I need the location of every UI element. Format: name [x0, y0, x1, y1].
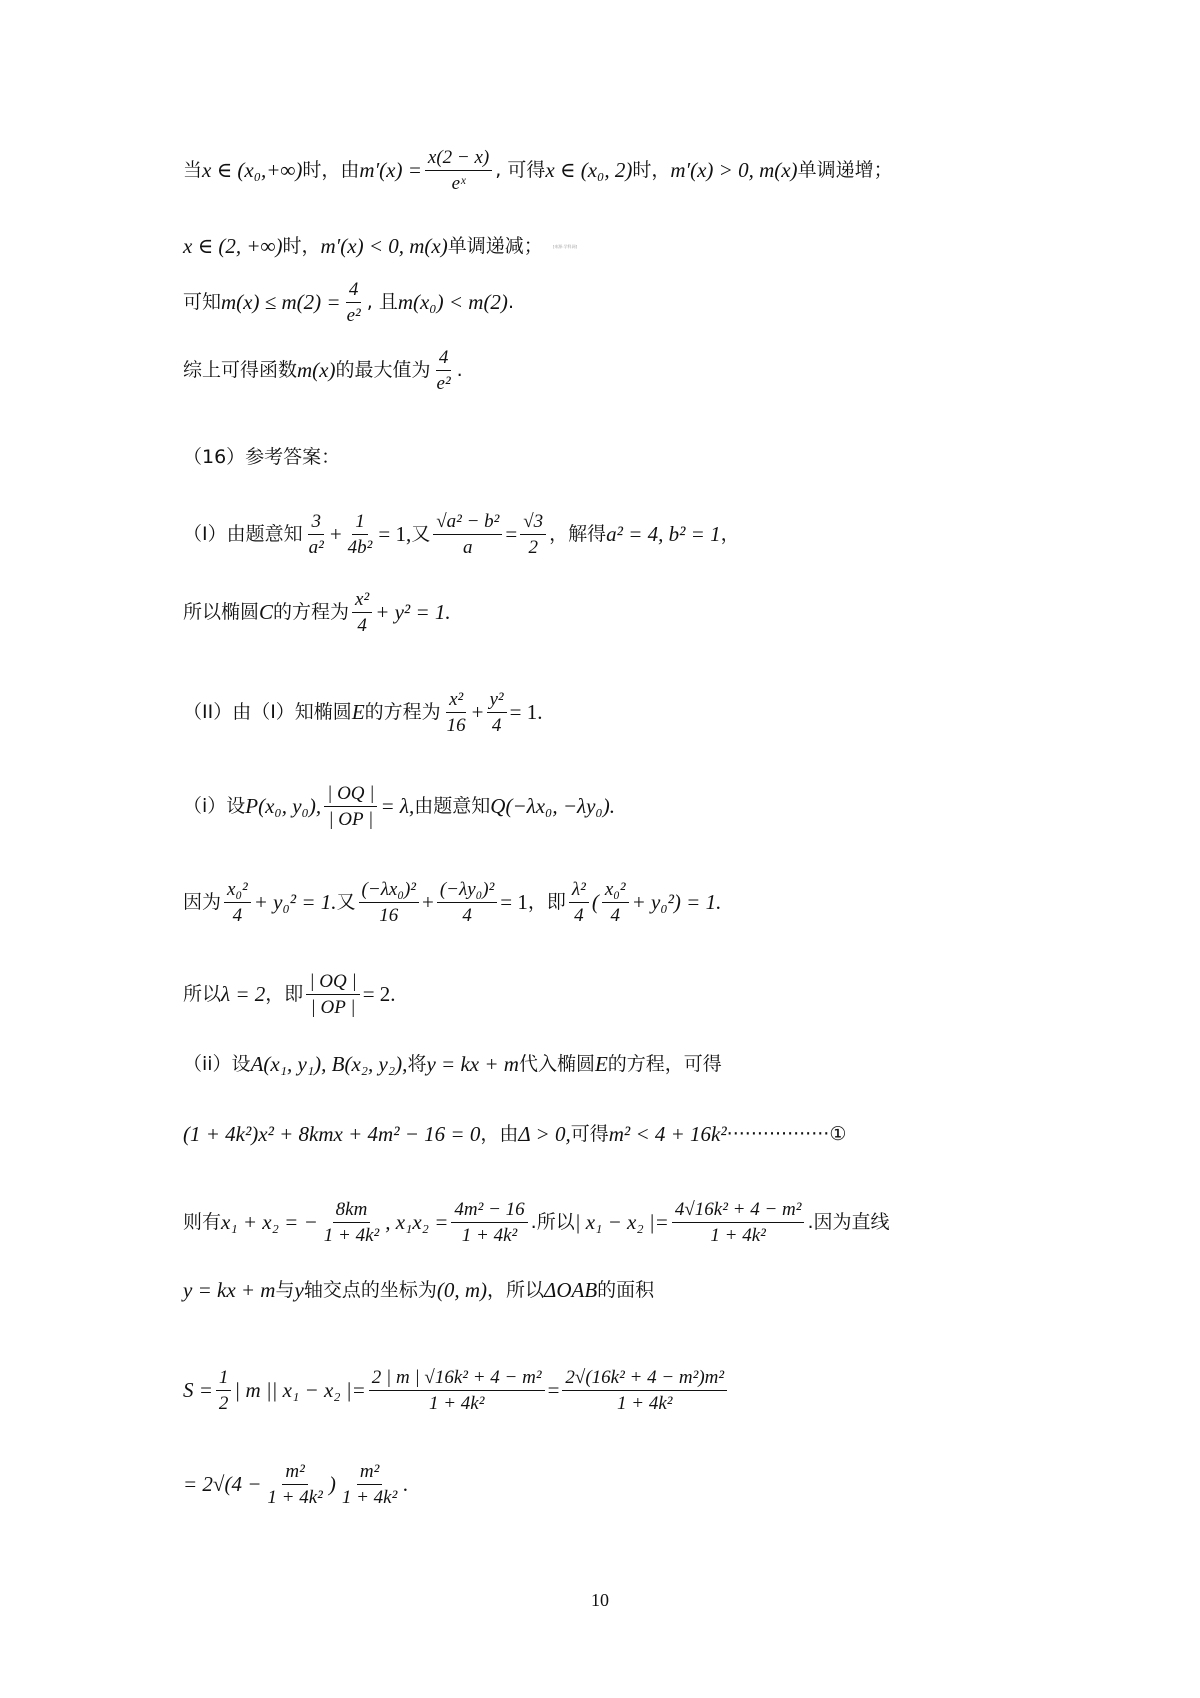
- text-line-3: 可知 m(x) ≤ m(2) = $\frac{4}{\text{e²}}$ , 且 m(x₀) < m(2) .: [183, 279, 514, 326]
- fraction: $\frac{\text{4√16k² + 4 − m²}}{\text{1 + 4k²}}$: [672, 1200, 805, 1245]
- text-line-area-formula: S = $\frac{1}{2}$ | m || x₁ − x₂ |= $\frac{\text{2 | m | √16k² + 4 − m²}}{\text{1 + 4k²}}$ = $\frac{\text{2√(16k² + 4 − m²)m²}}{\text{1 + 4k²}}$: [183, 1368, 730, 1413]
- fraction: $\frac{\text{2√(16k² + 4 − m²)m²}}{\text{1 + 4k²}}$: [562, 1368, 727, 1413]
- fraction: $\frac{4}{\text{e²}}$: [346, 279, 361, 326]
- text-line-part-ii: （ii）设 A(x₁, y₁), B(x₂, y₂), 将 y = kx + m 代入椭圆 E 的方程，可得: [183, 1052, 722, 1076]
- text-line-lambda: 所以 λ = 2 ，即 $\frac{| OQ |}{| OP |}$ = 2.: [183, 971, 396, 1018]
- fraction: $\frac{\text{x₀²}}{4}$: [224, 880, 251, 925]
- source-watermark: [来源:学科网]: [552, 243, 578, 249]
- text-line-quadratic: (1 + 4k²)x² + 8kmx + 4m² − 16 = 0 ，由 Δ > 0, 可得 m² < 4 + 16k² ·················①: [183, 1122, 847, 1146]
- fraction: $\frac{\text{m²}}{\text{1 + 4k²}}$: [267, 1461, 323, 1508]
- fraction: $\frac{x(2 - x)}{\text{eˣ}}$: [425, 148, 492, 193]
- fraction: $\frac{\text{2 | m | √16k² + 4 − m²}}{\text{1 + 4k²}}$: [369, 1368, 545, 1413]
- fraction: $\frac{\text{λ²}}{4}$: [569, 880, 589, 925]
- fraction: $\frac{| OQ |}{| OP |}$: [324, 784, 377, 829]
- fraction: $\frac{\text{√a² − b²}}{a}$: [433, 512, 502, 557]
- fraction: $\frac{\text{x₀²}}{4}$: [602, 880, 629, 925]
- page-number: 10: [591, 1590, 609, 1610]
- fraction: $\frac{1}{2}$: [216, 1368, 232, 1413]
- fraction: $\frac{\text{4m² − 16}}{\text{1 + 4k²}}$: [451, 1200, 527, 1245]
- text-line-part-I: （I）由题意知 $\frac{3}{\text{a²}}$ + $\frac{1}{\text{4b²}}$ = 1, 又 $\frac{\text{√a² − b²}}{a}$ = $\frac{√3}{2}$ ，解得 a² = 4, b² = 1 ，: [183, 511, 740, 558]
- text-line-vieta: 则有 x₁ + x₂ = − $\frac{8km}{\text{1 + 4k²}}$ , x₁x₂ = $\frac{\text{4m² − 16}}{\text{1 + 4k²}}$ .所以 | x₁ − x₂ |= $\frac{\text{4√16k² + 4 − m²}}{\text{1 + 4k²}}$ .因为直线: [183, 1199, 890, 1246]
- fraction: $\frac{√3}{2}$: [520, 512, 546, 557]
- fraction: $\frac{1}{\text{4b²}}$: [347, 511, 373, 558]
- fraction: $\frac{4}{\text{e²}}$: [436, 347, 451, 394]
- text-line-4: 综上可得函数 m(x) 的最大值为 $\frac{4}{\text{e²}}$ .: [183, 347, 463, 394]
- fraction: $\frac{| OQ |}{| OP |}$: [306, 972, 359, 1017]
- fraction: $\frac{\text{m²}}{\text{1 + 4k²}}$: [341, 1461, 398, 1508]
- text-line-because: 因为 $\frac{\text{x₀²}}{4}$ + y₀² = 1. 又 $\frac{\text{(−λx₀)²}}{16}$ + $\frac{\text{(−λy₀)²}}{4}$ = 1 ，即 $\frac{\text{λ²}}{4}$ ( $\frac{\text{x₀²}}{4}$ + y₀²) = 1.: [183, 879, 722, 926]
- section-heading-16: （16）参考答案：: [183, 446, 341, 468]
- fraction: $\frac{3}{\text{a²}}$: [308, 511, 324, 558]
- text-line-1: 当 x ∈ (x₀,+∞) 时，由 m′(x) = $\frac{x(2 - x)}{\text{eˣ}}$ , 可得 x ∈ (x₀, 2) 时， m′(x) > 0, m(x) 单调递增；: [183, 147, 893, 194]
- fraction: $\frac{\text{(−λy₀)²}}{4}$: [437, 880, 497, 925]
- fraction: $\frac{8km}{\text{1 + 4k²}}$: [323, 1199, 380, 1246]
- fraction: $\frac{\text{x²}}{16}$: [446, 689, 466, 736]
- text-line-intercept: y = kx + m 与 y 轴交点的坐标为 (0, m) ，所以 ΔOAB 的面积: [183, 1278, 655, 1302]
- text-line-part-i: （i）设 P(x₀, y₀), $\frac{| OQ |}{| OP |}$ = λ, 由题意知 Q(−λx₀, −λy₀).: [183, 783, 615, 830]
- text-line-part-II: （II）由（I）知椭圆 E 的方程为 $\frac{\text{x²}}{16}$ + $\frac{\text{y²}}{4}$ = 1.: [183, 689, 543, 736]
- fraction: $\frac{\text{y²}}{4}$: [487, 690, 507, 735]
- text-line-2: x ∈ (2, +∞) 时， m′(x) < 0, m(x) 单调递减； [来源:学科网]: [183, 234, 578, 258]
- text-line-area-final: = 2√(4 − $\frac{\text{m²}}{\text{1 + 4k²}}$ ) $\frac{\text{m²}}{\text{1 + 4k²}}$ .: [183, 1461, 409, 1508]
- fraction: $\frac{\text{(−λx₀)²}}{16}$: [359, 880, 419, 925]
- fraction: $\frac{\text{x²}}{4}$: [352, 590, 372, 635]
- text-line-ellipse-C: 所以椭圆 C 的方程为 $\frac{\text{x²}}{4}$ + y² = 1.: [183, 589, 451, 636]
